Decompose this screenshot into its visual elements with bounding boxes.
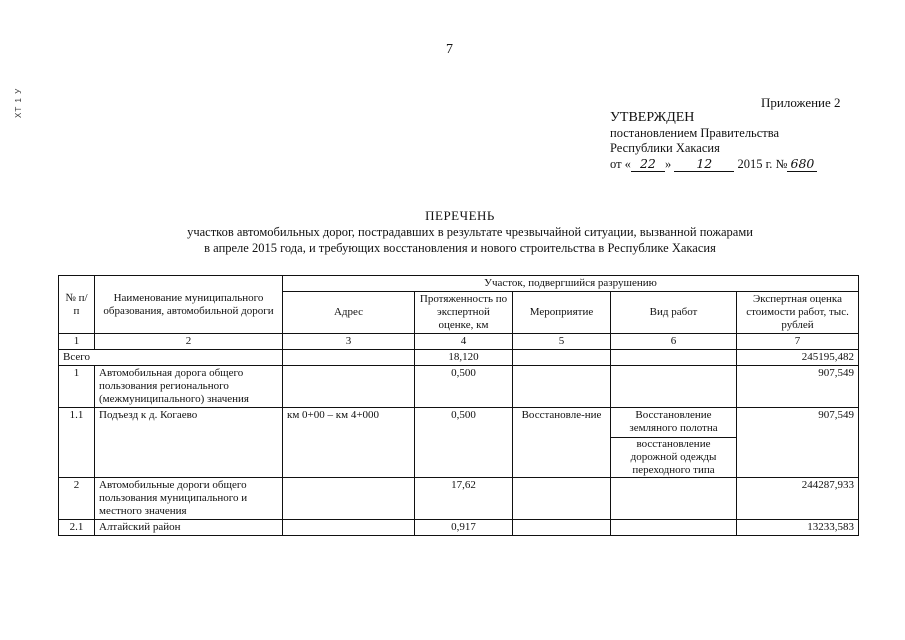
col-number: 1 [59,334,95,350]
total-length: 18,120 [415,350,513,366]
table-row [59,408,859,478]
row-length: 17,62 [415,478,513,520]
column-number-row [59,334,859,350]
date-mid: » [664,157,672,171]
header-event: Мероприятие [513,292,611,334]
header-name: Наименование муниципального образования, автомобильной дороги [95,276,283,334]
row-event [513,366,611,408]
header-group: Участок, подвергшийся разрушению [283,276,859,292]
total-label: Всего [59,350,283,366]
row-work [611,478,737,520]
date-year: 2015 г. № [737,157,788,171]
approval-line-1: постановлением Правительства [610,126,780,140]
row-num: 2.1 [59,520,95,536]
date-month: 12 [674,156,734,172]
row-work [611,520,737,536]
work-item: восстановление дорожной одежды переходного типа [630,438,717,476]
total-address [283,350,415,366]
row-address [283,478,415,520]
table-row [59,366,859,408]
row-name: Автомобильная дорога общего пользования регионального (межмуниципального) значения [95,366,283,408]
header-cost: Экспертная оценка стоимости работ, тыс. рублей [737,292,859,334]
table-row [59,520,859,536]
row-num: 1.1 [59,408,95,478]
row-num: 2 [59,478,95,520]
approval-block [610,109,817,172]
col-number: 2 [95,334,283,350]
header-length: Протяженность по экспертной оценке, км [415,292,513,334]
document-title: ПЕРЕЧЕНЬ [425,208,495,223]
approval-line-2: Республики Хакасия [610,141,720,155]
row-work [611,408,737,478]
page-number: 7 [446,42,453,57]
row-name: Автомобильные дороги общего пользования муниципального и местного значения [95,478,283,520]
total-cost: 245195,482 [737,350,859,366]
row-cost: 244287,933 [737,478,859,520]
header-num: № п/п [59,276,95,334]
header-row-1 [59,276,859,292]
row-cost: 13233,583 [737,520,859,536]
row-address [283,366,415,408]
row-length: 0,500 [415,408,513,478]
row-name: Подъезд к д. Когаево [95,408,283,478]
row-cost: 907,549 [737,408,859,478]
row-cost: 907,549 [737,366,859,408]
col-number: 4 [415,334,513,350]
approval-title: УТВЕРЖДЕН [610,110,695,125]
roads-table [58,275,859,536]
row-name: Алтайский район [95,520,283,536]
header-address: Адрес [283,292,415,334]
side-mark: ХТ 1 У [14,87,23,118]
total-work [611,350,737,366]
row-length: 0,917 [415,520,513,536]
row-work [611,366,737,408]
row-length: 0,500 [415,366,513,408]
date-day: 22 [631,156,665,172]
document-subtitle-line-2: в апреле 2015 года, и требующих восстановления и нового строительства в Республике Хакасия [204,241,716,255]
decree-number: 680 [787,156,817,172]
approval-date-line [610,156,817,172]
row-num: 1 [59,366,95,408]
table-row [59,478,859,520]
appendix-label: Приложение 2 [761,95,841,110]
col-number: 6 [611,334,737,350]
col-number: 5 [513,334,611,350]
col-number: 7 [737,334,859,350]
total-row [59,350,859,366]
header-work: Вид работ [611,292,737,334]
row-event [513,478,611,520]
row-event [513,520,611,536]
work-item: Восстановление земляного полотна [611,409,736,438]
total-event [513,350,611,366]
row-event: Восстановле-ние [513,408,611,478]
row-address: км 0+00 – км 4+000 [283,408,415,478]
row-address [283,520,415,536]
col-number: 3 [283,334,415,350]
document-subtitle-line-1: участков автомобильных дорог, пострадавших в результате чрезвычайной ситуации, вызванной пожарами [187,225,753,239]
date-prefix: от « [610,157,631,171]
